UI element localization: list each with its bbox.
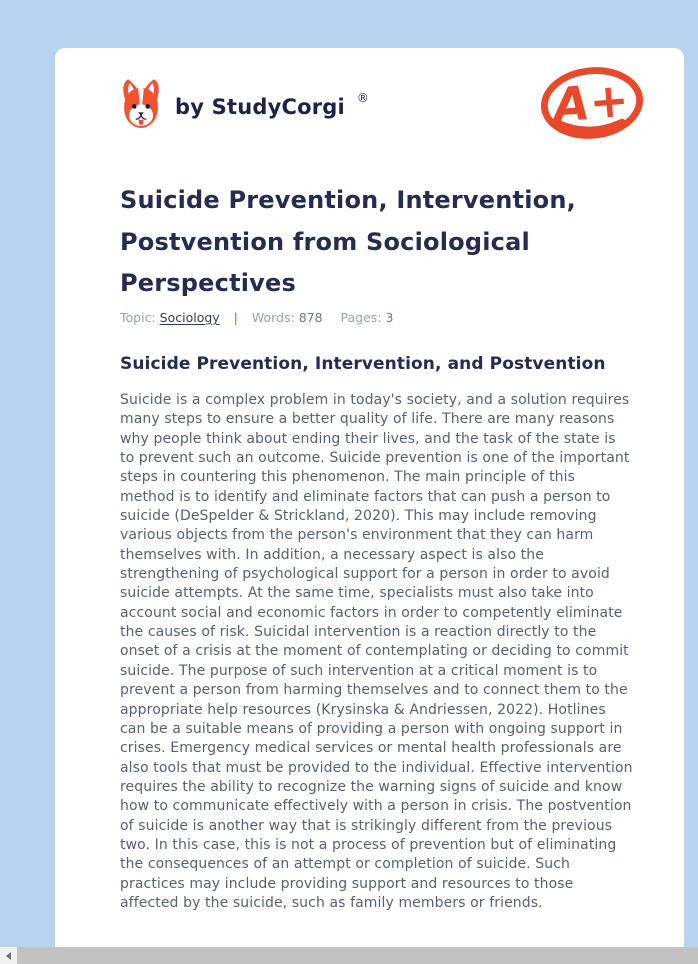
logo-text: by StudyCorgi [175, 94, 345, 119]
article-title: Suicide Prevention, Intervention, Postvention from Sociological Perspectives [120, 186, 576, 297]
words-label: Words: [251, 310, 295, 325]
document-header [117, 74, 648, 154]
article-meta [120, 310, 660, 325]
scroll-left-arrow-icon [6, 952, 11, 960]
scroll-left-button[interactable] [0, 947, 17, 964]
words-value: 878 [298, 310, 323, 325]
topic-label: Topic: [120, 310, 156, 325]
topic-link[interactable]: Sociology [159, 310, 220, 325]
pages-value: 3 [385, 310, 394, 325]
document-card [55, 48, 684, 964]
svg-text:A+: A+ [551, 73, 632, 134]
scrollbar-thumb[interactable] [17, 947, 698, 964]
registered-trademark-icon: ® [356, 90, 369, 105]
meta-divider: | [233, 310, 238, 325]
a-plus-badge-icon [538, 64, 646, 142]
studycorgi-logo [117, 76, 369, 137]
pages-label: Pages: [340, 310, 382, 325]
article-paragraph: Suicide is a complex problem in today's society, and a solution requires many steps to ensure a better quality of life. There are many reasons why people think about ending their lives, and the task of the state is to prevent such an outcome. Suicide prevention is one of the important steps in countering this phenomenon. The main principle of this method is to identify and eliminate factors that can push a person to suicide (DeSpelder & Strickland, 2020). This may include removing various objects from the person's environment that they can harm themselves with. In addition, a necessary aspect is also the strengthening of psychological support for a person in order to avoid suicide attempts. At the same time, specialists must also take into account social and economic factors in order to competently eliminate the causes of risk. Suicidal intervention is a reaction directly to the onset of a crisis at the moment of contemplating or deciding to commit suicide. The purpose of such intervention at a critical moment is to prevent a person from harming themselves and to connect them to the appropriate help resources (Krysinska & Andriessen, 2022). Hotlines can be a suitable means of providing a person with ongoing support in crises. Emergency medical services or mental health professionals are also tools that must be provided to the individual. Effective intervention requires the ability to recognize the warning signs of suicide and know how to communicate effectively with a person in crisis. The postvention of suicide is another way that is strikingly different from the previous two. In this case, this is not a process of prevention but of eliminating the consequences of an attempt or completion of suicide. Such practices may include providing support and resources to those affected by the suicide, such as family members or friends. [120, 392, 633, 911]
horizontal-scrollbar[interactable] [0, 947, 698, 964]
section-heading: Suicide Prevention, Intervention, and Postvention [120, 354, 606, 374]
corgi-icon [117, 76, 165, 137]
